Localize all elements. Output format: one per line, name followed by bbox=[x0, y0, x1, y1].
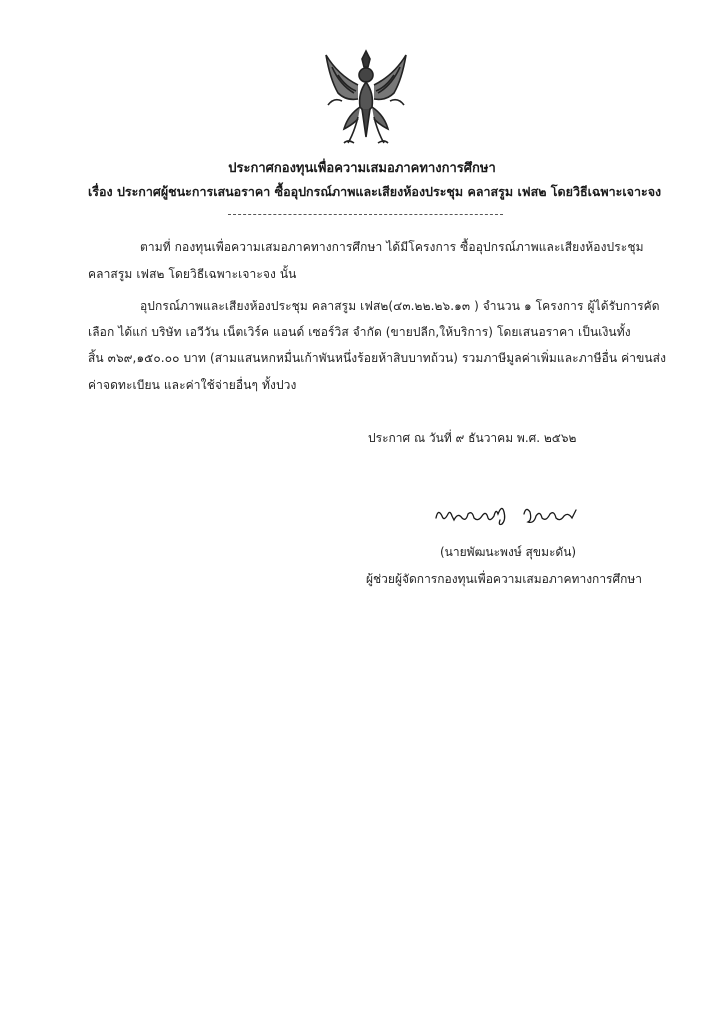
paragraph1-line1: ตามที่ กองทุนเพื่อความเสมอภาคทางการศึกษา ได้มีโครงการ ซื้ออุปกรณ์ภาพและเสียงห้องประชุม bbox=[140, 240, 644, 254]
signature-image bbox=[432, 498, 580, 532]
garuda-emblem-icon bbox=[318, 45, 414, 151]
signer-name: (นายพัฒนะพงษ์ สุขมะดัน) bbox=[440, 545, 577, 559]
paragraph2-line4: ค่าจดทะเบียน และค่าใช้จ่ายอื่นๆ ทั้งปวง bbox=[88, 378, 297, 392]
separator-line bbox=[228, 214, 503, 215]
announcement-title: ประกาศกองทุนเพื่อความเสมอภาคทางการศึกษา bbox=[228, 161, 496, 176]
paragraph1-line2: คลาสรูม เฟส๒ โดยวิธีเฉพาะเจาะจง นั้น bbox=[88, 267, 297, 281]
signer-position: ผู้ช่วยผู้จัดการกองทุนเพื่อความเสมอภาคทางการศึกษา bbox=[366, 572, 643, 586]
announcement-date: ประกาศ ณ วันที่ ๙ ธันวาคม พ.ศ. ๒๕๖๒ bbox=[368, 431, 577, 445]
announcement-subject: เรื่อง ประกาศผู้ชนะการเสนอราคา ซื้ออุปกรณ์ภาพและเสียงห้องประชุม คลาสรูม เฟส๒ โดยวิธีเฉพาะเจาะจง bbox=[88, 184, 662, 199]
paragraph2-line1: อุปกรณ์ภาพและเสียงห้องประชุม คลาสรูม เฟส๒(๔๓.๒๒.๒๖.๑๓ ) จำนวน ๑ โครงการ ผู้ได้รับการคัด bbox=[140, 299, 660, 313]
paragraph2-line2: เลือก ได้แก่ บริษัท เอวีวัน เน็ตเวิร์ค แอนด์ เซอร์วิส จำกัด (ขายปลีก,ให้บริการ) โดยเสนอราคา เป็นเงินทั้ง bbox=[88, 325, 631, 339]
paragraph2-line3: สิ้น ๓๖๙,๑๕๐.๐๐ บาท (สามแสนหกหมื่นเก้าพันหนึ่งร้อยห้าสิบบาทถ้วน) รวมภาษีมูลค่าเพิ่มและภาษีอื่น ค่าขนส่ง bbox=[88, 351, 667, 365]
